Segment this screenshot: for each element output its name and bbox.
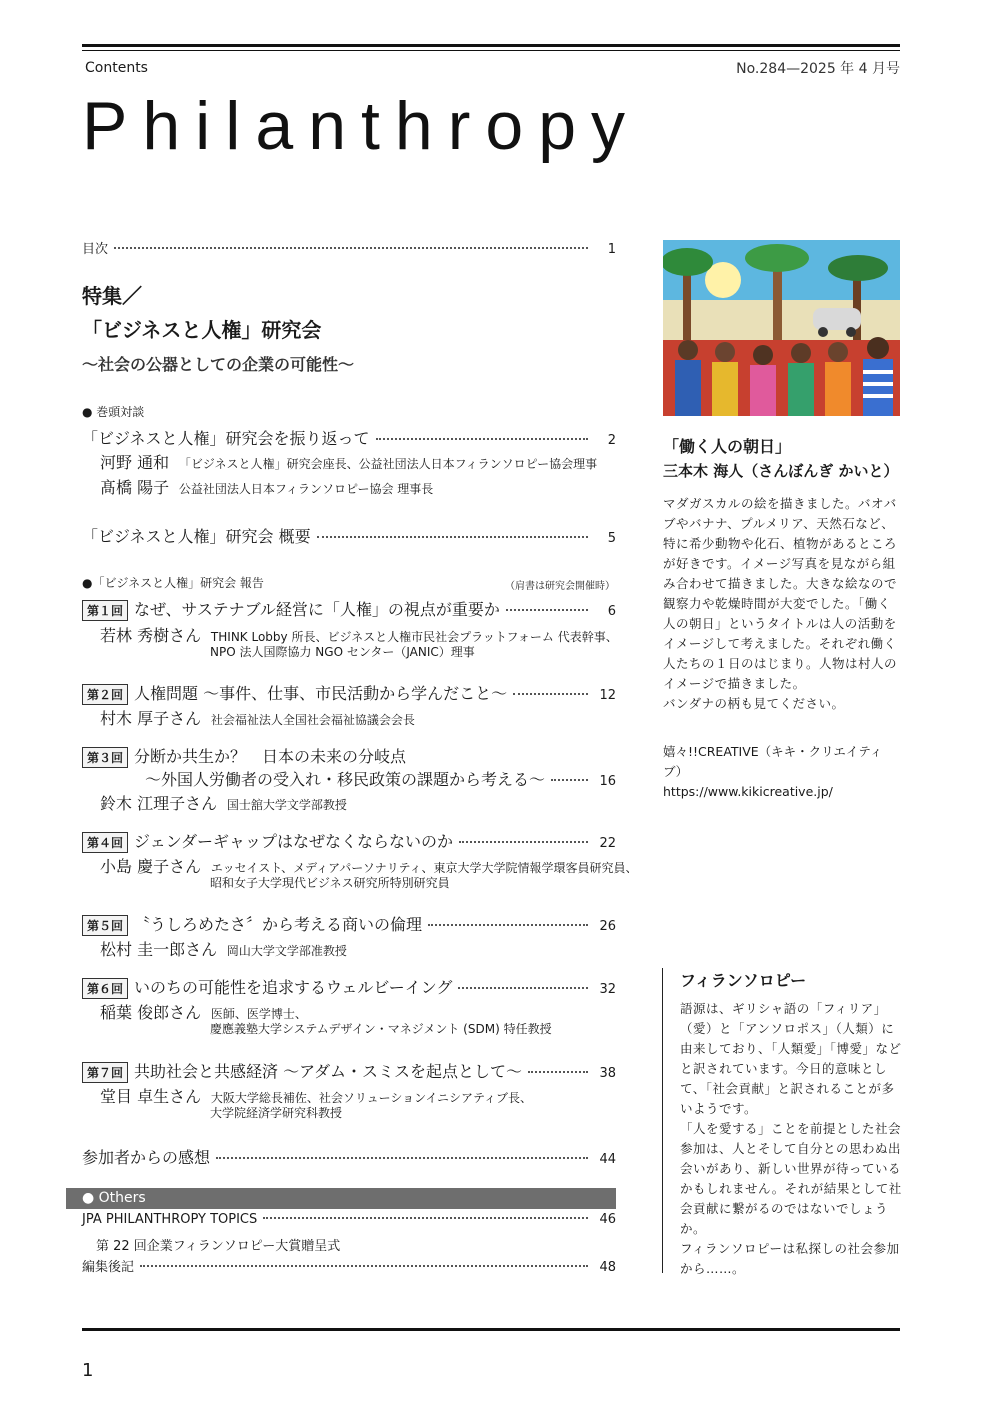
toc-entry-title: いのちの可能性を追求するウェルビーイング xyxy=(134,978,453,997)
speaker-name: 稲葉 俊郎さん xyxy=(100,1003,202,1022)
session-badge: 第２回 xyxy=(82,684,128,705)
artwork-credit-org: 嬉々!!CREATIVE（キキ・クリエイティブ） xyxy=(663,744,883,779)
toc-page-number: 12 xyxy=(599,688,616,703)
artwork-description-text-2: バンダナの柄も見てください。 xyxy=(663,696,845,711)
session-3-speaker xyxy=(100,791,347,814)
toc-entry-title: ジェンダーギャップはなぜなくならないのか xyxy=(134,832,454,851)
sidebar-rule xyxy=(662,968,663,1273)
dialogue-person-1 xyxy=(100,450,597,473)
toc-entry-dialogue[interactable] xyxy=(82,426,616,449)
speaker-affiliation: 岡山大学文学部准教授 xyxy=(226,944,347,958)
speaker-name: 小島 慶子さん xyxy=(100,857,202,876)
toc-entry-session-3[interactable] xyxy=(82,744,616,768)
dot-leader xyxy=(458,987,588,989)
speaker-affiliation: THINK Lobby 所長、ビジネスと人権市民社会プラットフォーム 代表幹事、 xyxy=(210,630,618,644)
toc-entry-title: JPA PHILANTHROPY TOPICS xyxy=(82,1212,258,1227)
toc-entry-editorial[interactable] xyxy=(82,1256,616,1275)
sidebar-text-3: フィランソロピーは私探しの社会参加から……。 xyxy=(680,1241,900,1276)
speaker-affiliation-line2: NPO 法人国際協力 NGO センター（JANIC）理事 xyxy=(210,645,475,659)
dot-leader xyxy=(528,1071,588,1073)
dot-leader xyxy=(513,693,588,695)
section-heading-report: ●「ビジネスと人権」研究会 報告 xyxy=(82,576,264,590)
toc-entry-session-2[interactable] xyxy=(82,681,616,705)
feature-subtitle: 〜社会の公器としての企業の可能性〜 xyxy=(82,355,355,374)
speaker-affiliation: 社会福祉法人全国社会福祉協議会会長 xyxy=(210,713,415,727)
toc-entry-subtitle: 〜外国人労働者の受入れ・移民政策の課題から考える〜 xyxy=(145,770,546,789)
others-section-bar: ● Others xyxy=(66,1188,616,1209)
toc-page-number: 5 xyxy=(607,531,616,546)
dot-leader xyxy=(428,924,588,926)
session-badge: 第３回 xyxy=(82,747,128,768)
speaker-affiliation: 大阪大学総長補佐、社会ソリューションイニシアティブ長、 xyxy=(210,1091,533,1105)
toc-entry-title: 「ビジネスと人権」研究会 概要 xyxy=(82,527,311,546)
feature-label: 特集／ xyxy=(82,284,142,308)
issue-number: No.284—2025 年 4 月号 xyxy=(736,61,900,77)
toc-entry-session-1[interactable] xyxy=(82,597,616,621)
cover-painting-image xyxy=(663,240,900,416)
toc-entry-title: 分断か共生か？ 日本の未来の分岐点 xyxy=(134,747,407,766)
artwork-description-text: マダガスカルの絵を描きました。バオバブやバナナ、プルメリア、天然石など、特に希少動物や化石、植物があるところが好きです。イメージ写真を見ながら組み合わせて描きました。大きな絵なので観察力や乾燥時間が大変でした。「働く人の朝日」というタイトルは人の活動をイメージして考えました。それぞれ働く人たちの１日のはじまり。人物は村人のイメージで描きました。 xyxy=(663,496,898,691)
speaker-affiliation-line2: 大学院経済学研究科教授 xyxy=(210,1106,343,1120)
artwork-artist: 三本木 海人（さんぼんぎ かいと） xyxy=(663,462,899,480)
sidebar-title: フィランソロピー xyxy=(680,971,807,990)
speaker-affiliation: エッセイスト、メディアパーソナリティ、東京大学大学院情報学環客員研究員、 xyxy=(210,861,638,875)
section-heading-dialogue: ● 巻頭対談 xyxy=(82,405,145,419)
toc-entry-session-5[interactable] xyxy=(82,912,616,936)
dialogue-person-2 xyxy=(100,475,433,498)
toc-page-number: 22 xyxy=(599,836,616,851)
toc-page-number: 1 xyxy=(607,242,616,257)
dot-leader xyxy=(216,1157,588,1159)
toc-entry-title: 目次 xyxy=(82,242,109,257)
toc-page-number: 46 xyxy=(599,1212,616,1227)
toc-entry-title: 〝うしろめたさ〞から考える商いの倫理 xyxy=(134,915,423,934)
session-badge: 第７回 xyxy=(82,1062,128,1083)
dot-leader xyxy=(506,609,588,611)
artwork-description xyxy=(663,494,901,714)
speaker-name: 村木 厚子さん xyxy=(100,709,202,728)
person-name: 河野 通和 xyxy=(100,453,170,472)
toc-entry-title: 「ビジネスと人権」研究会を振り返って xyxy=(82,429,370,448)
dot-leader xyxy=(263,1217,588,1219)
sidebar-text-2: 「人を愛する」ことを前提とした社会参加は、人とそして自分との思わぬ出会いがあり、新しい世界が待っているかもしれません。それが結果として社会貢献に繋がるのではないでしょうか。 xyxy=(680,1121,902,1236)
speaker-affiliation-line2: 慶應義塾大学システムデザイン・マネジメント (SDM) 特任教授 xyxy=(210,1022,552,1036)
dot-leader xyxy=(551,779,588,781)
artwork-credit xyxy=(663,742,901,802)
session-badge: 第６回 xyxy=(82,978,128,999)
toc-entry-overview[interactable] xyxy=(82,524,616,547)
top-rule-thin xyxy=(82,50,900,51)
toc-entry-topics-sub: 第 22 回企業フィランソロピー大賞贈呈式 xyxy=(96,1239,341,1254)
feature-title: 「ビジネスと人権」研究会 xyxy=(82,318,322,342)
masthead-title: Philanthropy xyxy=(82,88,641,164)
speaker-name: 堂目 卓生さん xyxy=(100,1087,202,1106)
toc-page-number: 2 xyxy=(607,433,616,448)
toc-entry-session-7[interactable] xyxy=(82,1059,616,1083)
toc-entry-session-4[interactable] xyxy=(82,829,616,853)
session-badge: 第４回 xyxy=(82,832,128,853)
toc-entry-title: なぜ、サステナブル経営に「人権」の視点が重要か xyxy=(134,600,500,619)
session-badge: 第５回 xyxy=(82,915,128,936)
speaker-affiliation-line2: 昭和女子大学現代ビジネス研究所特別研究員 xyxy=(210,876,450,890)
dot-leader xyxy=(459,841,588,843)
toc-page-number: 44 xyxy=(599,1152,616,1167)
toc-entry-mokuji[interactable] xyxy=(82,238,616,257)
toc-entry-title: 編集後記 xyxy=(82,1260,135,1275)
toc-page-number: 48 xyxy=(599,1260,616,1275)
toc-entry-title: 共助社会と共感経済 〜アダム・スミスを起点として〜 xyxy=(134,1062,522,1081)
dot-leader xyxy=(376,438,588,440)
speaker-name: 鈴木 江理子さん xyxy=(100,794,218,813)
toc-page-number: 26 xyxy=(599,919,616,934)
toc-entry-session-6[interactable] xyxy=(82,975,616,999)
toc-page-number: 6 xyxy=(607,604,616,619)
person-name: 髙橋 陽子 xyxy=(100,478,170,497)
dot-leader xyxy=(114,247,588,249)
session-5-speaker xyxy=(100,937,347,960)
dot-leader xyxy=(317,536,588,538)
sidebar-text-1: 語源は、ギリシャ語の「フィリア」（愛）と「アンソロポス」（人類）に由来しており、「人類愛」「博愛」などと訳されています。今日的意味として、「社会貢献」と訳されることが多いようです。 xyxy=(680,1001,902,1116)
session-2-speaker xyxy=(100,706,415,729)
speaker-affiliation: 医師、医学博士、 xyxy=(210,1007,307,1021)
toc-entry-impressions[interactable] xyxy=(82,1145,616,1168)
dot-leader xyxy=(140,1265,588,1267)
report-note: （肩書は研究会開催時） xyxy=(505,581,615,592)
toc-page-number: 16 xyxy=(599,774,616,789)
toc-page-number: 38 xyxy=(599,1066,616,1081)
toc-page-number: 32 xyxy=(599,982,616,997)
artwork-title: 「働く人の朝日」 xyxy=(663,437,792,456)
top-rule-thick xyxy=(82,44,900,47)
page-number: 1 xyxy=(82,1360,94,1381)
person-affiliation: 「ビジネスと人権」研究会座長、公益社団法人日本フィランソロピー協会理事 xyxy=(178,457,598,471)
person-affiliation: 公益社団法人日本フィランソロピー協会 理事長 xyxy=(178,482,434,496)
artwork-credit-url[interactable]: https://www.kikicreative.jp/ xyxy=(663,784,833,799)
header-contents-label: Contents xyxy=(85,60,148,76)
bottom-rule xyxy=(82,1328,900,1331)
sidebar-text xyxy=(680,999,902,1279)
session-badge: 第１回 xyxy=(82,600,128,621)
toc-entry-title: 人権問題 〜事件、仕事、市民活動から学んだこと〜 xyxy=(134,684,508,703)
speaker-name: 若林 秀樹さん xyxy=(100,626,202,645)
toc-entry-session-3-subtitle[interactable] xyxy=(145,767,616,790)
toc-entry-topics[interactable] xyxy=(82,1212,616,1227)
speaker-name: 松村 圭一郎さん xyxy=(100,940,218,959)
toc-entry-title: 参加者からの感想 xyxy=(82,1148,211,1167)
speaker-affiliation: 国士舘大学文学部教授 xyxy=(226,798,347,812)
